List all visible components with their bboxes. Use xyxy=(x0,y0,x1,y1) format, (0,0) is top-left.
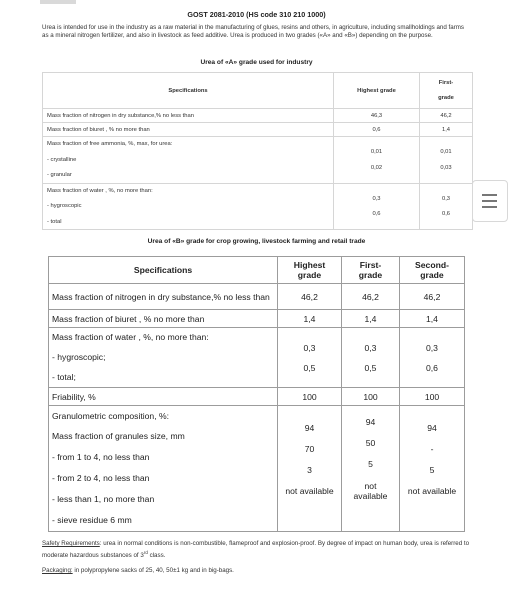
row-sub-label: - from 1 to 4, no less than xyxy=(52,452,150,462)
row-first-value: not available xyxy=(353,481,388,501)
header-highest-grade: Highest grade xyxy=(278,257,342,284)
row-highest-value: 0,01 xyxy=(370,149,383,155)
row-second-value: 5 xyxy=(429,465,435,475)
row-first-value: 46,2 xyxy=(420,109,473,123)
grade-b-table xyxy=(48,256,465,532)
table-row xyxy=(43,137,473,184)
page-title: GOST 2081-2010 (HS code 310 210 1000) xyxy=(187,10,326,19)
intro-paragraph: Urea is intended for use in the industry as a raw material in the manufacturing of glues, resins and others, in agriculture, including smallholdings and farms as a mineral nitrogen fertilizer, and also in livestock as feed additive. Urea is produced in two grades («A» and «B») depending on the purpose. xyxy=(42,24,465,40)
row-sub-label: - total; xyxy=(52,372,76,382)
safety-requirements-text: : urea in normal conditions is non-combustible, flameproof and explosion-proof. By degree of impact on human body, urea is referred to moderate hazardous substances of 3 xyxy=(42,540,470,560)
row-first-value: 46,2 xyxy=(342,284,400,310)
row-highest-value: 0,02 xyxy=(370,165,383,171)
row-first-value: 0,5 xyxy=(364,362,377,373)
row-second-value: not available xyxy=(407,486,457,496)
row-second-value: 94 xyxy=(427,423,437,433)
row-sub-label: - sieve residue 6 mm xyxy=(52,515,132,525)
row-second-value: - xyxy=(430,444,434,454)
safety-requirements-label: Safety Requirements xyxy=(42,540,100,547)
header-first-grade xyxy=(420,73,473,109)
top-cropped-text xyxy=(40,0,76,4)
row-second-value: 46,2 xyxy=(400,284,465,310)
row-highest-value: 46,3 xyxy=(334,109,420,123)
row-highest-value: 0,3 xyxy=(303,342,316,353)
row-second-value: 100 xyxy=(400,388,465,406)
row-sub-label: - hygroscopic; xyxy=(52,352,106,362)
row-sub-label: - hygroscopic xyxy=(47,203,82,209)
header-second-grade: Second- grade xyxy=(400,257,465,284)
row-highest-value: 0,6 xyxy=(334,123,420,137)
row-spec: Mass fraction of water , %, no more than: xyxy=(47,188,153,194)
row-first-value: 0,03 xyxy=(440,165,452,171)
header-first-line2: grade xyxy=(438,94,454,101)
row-highest-value: 94 xyxy=(304,423,315,433)
row-second-value: 1,4 xyxy=(400,310,465,328)
table-row xyxy=(49,388,465,406)
packaging-label: Packaging: xyxy=(42,567,73,574)
table-row xyxy=(43,184,473,230)
header-highest-grade: Highest grade xyxy=(334,73,420,109)
row-sub-label: Mass fraction of granules size, mm xyxy=(52,431,185,441)
row-highest-value: 0,3 xyxy=(372,195,381,202)
header-first-grade: First- grade xyxy=(342,257,400,284)
row-sub-label: - less than 1, no more than xyxy=(52,494,155,504)
row-first-value: 1,4 xyxy=(342,310,400,328)
safety-requirements-note xyxy=(42,539,474,560)
row-highest-value: not available xyxy=(285,486,334,496)
row-first-value: 100 xyxy=(342,388,400,406)
table-row xyxy=(49,310,465,328)
packaging-text: in polypropylene sacks of 25, 40, 50±1 kg and in big-bags. xyxy=(72,567,234,574)
row-spec: Mass fraction of nitrogen in dry substance,% no less than xyxy=(49,284,278,310)
row-spec: Mass fraction of biuret , % no more than xyxy=(43,123,334,137)
side-menu-button[interactable] xyxy=(472,180,508,222)
table-header-row xyxy=(49,257,465,284)
row-first-value: 5 xyxy=(368,459,373,469)
row-first-value: 0,01 xyxy=(440,149,452,155)
row-spec: Mass fraction of nitrogen in dry substance,% no less than xyxy=(43,109,334,123)
row-highest-value: 0,6 xyxy=(372,210,381,217)
table-row xyxy=(43,109,473,123)
row-sub-label: - total xyxy=(47,219,62,225)
row-first-value: 0,3 xyxy=(441,195,451,202)
table-row xyxy=(49,328,465,388)
row-highest-value: 0,5 xyxy=(303,362,316,373)
row-spec: Mass fraction of water , %, no more than: xyxy=(52,332,209,342)
row-first-value: 0,6 xyxy=(441,210,451,217)
packaging-note xyxy=(42,566,474,575)
row-first-value: 94 xyxy=(365,417,376,427)
row-first-value: 0,3 xyxy=(364,342,377,353)
safety-requirements-text-end: class. xyxy=(147,552,166,560)
row-first-value: 1,4 xyxy=(420,123,473,137)
row-highest-value: 46,2 xyxy=(278,284,342,310)
row-highest-value: 70 xyxy=(304,444,315,454)
row-spec: Mass fraction of biuret , % no more than xyxy=(49,310,278,328)
row-spec: Granulometric composition, %: xyxy=(52,411,170,421)
table-row xyxy=(49,284,465,310)
header-specifications: Specifications xyxy=(49,257,278,284)
table-header-row xyxy=(43,73,473,109)
table-a-caption: Urea of «A» grade used for industry xyxy=(200,59,313,66)
table-row xyxy=(43,123,473,137)
table-row xyxy=(49,406,465,532)
row-sub-label: - from 2 to 4, no less than xyxy=(52,473,150,483)
row-spec: Friability, % xyxy=(49,388,278,406)
table-b-caption: Urea of «B» grade for crop growing, livestock farming and retail trade xyxy=(147,238,366,245)
header-specifications: Specifications xyxy=(43,73,334,109)
safety-superscript: rd xyxy=(143,550,148,555)
row-highest-value: 1,4 xyxy=(278,310,342,328)
row-sub-label: - crystalline xyxy=(47,157,77,163)
grade-a-table xyxy=(42,72,473,230)
row-highest-value: 100 xyxy=(278,388,342,406)
header-first-line1: First- xyxy=(438,79,454,86)
row-second-value: 0,3 xyxy=(426,342,438,353)
row-second-value: 0,6 xyxy=(426,362,438,373)
row-first-value: 50 xyxy=(365,438,376,448)
row-highest-value: 3 xyxy=(307,465,312,475)
row-spec: Mass fraction of free ammonia, %, max, for urea: xyxy=(47,141,173,147)
row-sub-label: - granular xyxy=(47,172,72,178)
